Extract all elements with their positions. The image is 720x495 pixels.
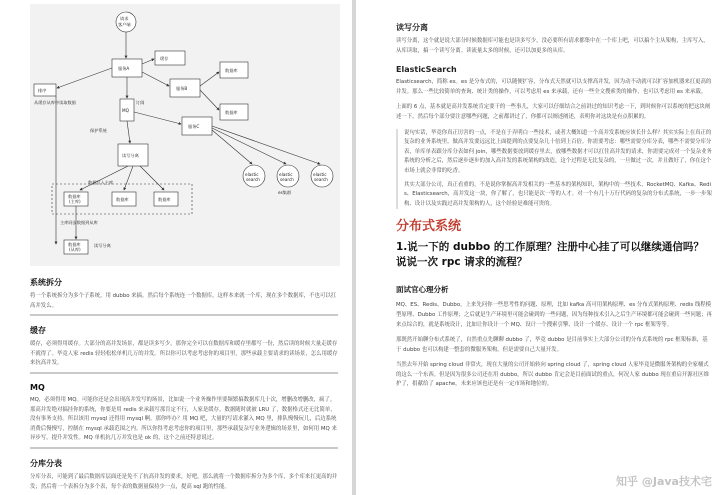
chapter-title: 分布式系统 — [396, 219, 462, 235]
diagram-label-mq: MQ — [122, 108, 129, 113]
paragraph-experience: 其实大部分公司，真正看重的，不是说你掌握高并发相关的一些基本的架构知识，架构中的一些技术，RocketMQ、Kafka、Redis、Elasticsearch，高并发这一块，你了解了，也只能是次一等的人才。对一个有几十万行代码的复杂的分布式系统，一步一步架构、设计以及实践过高并发架构的人，这个经验是难能可贵的。 — [404, 181, 712, 207]
section-text-cache: 缓存，必须得用缓存。大部分的高并发场景，都是读多写少，那你完全可以在数据库和缓存里都写一份，然后读的时候大量走缓存不就得了。毕竟人家 redis 轻轻松松单机几万的并发。所以你可以考虑考虑你的项目里，那些承载主要请求的读场景，怎么用缓存来抗高并发。 — [30, 341, 338, 367]
diagram-label-write: 数据写入主库 — [88, 180, 114, 185]
divider — [30, 314, 338, 316]
divider — [30, 372, 338, 374]
svg-text:elastic: elastic — [279, 172, 293, 177]
paragraph-interviewer: MQ、ES、Redis、Dubbo，上来先问你一些思考性的问题、原理，比如 kafka 高可用架构原理、es 分布式架构原理、redis 线程模型原理、Dubbo 工作原理；之后就是生产环境里可能会碰到的一些问题，因为每种技术引入之后生产环境都可能会碰到一些问题；再来点综合的，就是系统设计，比如让你设计一个 MQ、设计一个搜索引擎、设计一个缓存、设计一个 rpc 框架等等。 — [396, 302, 712, 328]
diagram-label-db4: 数据库 — [158, 197, 171, 202]
diagram-label-client: 请求 — [120, 16, 129, 21]
left-text-column — [30, 268, 338, 492]
section-title-split: 系统拆分 — [30, 278, 62, 287]
section-title-cache: 缓存 — [30, 326, 46, 336]
section-text-es: Elasticsearch，简称 es。es 是分布式的，可以随便扩容，分布式天然就可以支撑高并发，因为动不动就可以扩容加机器来扛更高的并发。那么一些比较简单的查询、统计类的操作，可以考虑用 es 来承载，还有一些全文搜索类的操作，也可以考虑用 es 来承载。 — [396, 79, 712, 95]
diagram-label-subscribe: 订阅 — [136, 100, 145, 105]
diagram-label-svcC: 服务C — [188, 124, 200, 129]
section-text-split: 将一个系统拆分为多个子系统，用 dubbo 来搞。然后每个系统连一个数据库，这样本来就一个库，现在多个数据库，不也可以扛高并发么。 — [30, 293, 337, 309]
paragraph-summary: 上面的 6 点，基本就是高并发系统肯定要干的一些事儿，大家可以仔细结合之前讲过的知识考虑一下，到时候你可以系统的把这块阐述一下，然后每个部分要注意哪些问题，之前都讲过了，你都可以阐述阐述，表明你对这块是有点积累的。 — [396, 104, 711, 120]
diagram-label-ordersvc: 服务A — [118, 66, 130, 71]
divider — [30, 447, 338, 449]
svg-text:数据库: 数据库 — [68, 194, 81, 199]
svg-text:elastic: elastic — [313, 172, 327, 177]
svg-text:search: search — [280, 177, 294, 182]
svg-text:elastic: elastic — [245, 172, 259, 177]
subsection-title: 面试官心理分析 — [396, 285, 449, 295]
quote-box — [396, 129, 712, 210]
section-title-rw-split: 读写分离 — [396, 23, 428, 32]
diagram-label-pull: 从缓存从库中读取数据 — [34, 100, 76, 105]
section-title-es: ElasticSearch — [396, 65, 457, 75]
diagram-label-sort: 排序 — [38, 88, 47, 93]
diagram-label-cache: 缓存 — [160, 56, 169, 61]
svg-text:search: search — [246, 177, 260, 182]
diagram-label-split: 读写分离 — [122, 153, 139, 158]
page-right — [356, 0, 720, 495]
paragraph-dubbo: 那既然开始聊分布式系统了，自然重点先聊聊 dubbo 了，毕竟 dubbo 是目前事实上大部分公司的分布式系统的 rpc 框架标准，基于 dubbo 也可以构建一整套的微服务架构。但是需要自己大量开发。 — [396, 337, 708, 353]
section-title-sharding: 分库分表 — [30, 458, 62, 468]
diagram-label-db3: 数据库 — [116, 197, 129, 202]
section-text-mq: MQ，必须得用 MQ。可能你还是会出现高并发写的场景，比如说一个业务操作里要频繁搞数据库几十次，增删改增删改，疯了。那高并发绝对搞挂你的系统，你要是用 redis 来承载写那肯定不行，人家是缓存，数据随时就被 LRU 了，数据格式还无比简单，没有事务支持。所以该用 mysql 还得用 mysql 啊。那你咋办？用 MQ 吧，大量的写请求灌入 MQ 里，排队慢慢玩儿，后边系统消费后慢慢写，控制在 mysql 承载范围之内。所以你得考虑考虑你的项目里，那些承载复杂写业务逻辑的场景里，如何用 MQ 来异步写，提升并发性。MQ 单机抗几万并发也是 ok 的，这个之前还特意说过。 — [30, 396, 337, 442]
diagram-label-sync: 主库同步数据到从库 — [60, 220, 98, 225]
watermark: 知乎 @Java技术宅 — [616, 475, 712, 488]
section-title-mq: MQ — [30, 382, 45, 392]
diagram-label-db1: 数据库 — [225, 68, 238, 73]
svg-text:(主库): (主库) — [69, 199, 81, 204]
svg-text:(从库): (从库) — [69, 247, 81, 252]
svg-text:客户端: 客户端 — [118, 22, 131, 27]
paragraph-spring-cloud: 当然去年开始 spring cloud 非常火，现在大量的公司开始转向 spring cloud 了，spring cloud 人家毕竟是微服务架构的全家桶式的这么一个东西。但是因为很多公司还在用 dubbo，所以 dubbo 肯定会是目前面试的重点，何况人家 dubbo 现在重启开源社区维护了，捐献给了 apache，未来应该也还是有一定市场和地位的。 — [396, 362, 709, 388]
svg-text:数据库: 数据库 — [68, 242, 81, 247]
section-text-rw-split: 读写分离，这个就是说大部分时候数据库可能也是读多写少，没必要所有请求都集中在一个库上吧，可以搞个主从架构，主库写入，从库读取，搞一个读写分离。读流量太多的时候，还可以加更多的从库。 — [396, 38, 709, 54]
svg-text:search: search — [314, 177, 328, 182]
architecture-diagram-svg — [30, 4, 340, 266]
architecture-diagram — [30, 4, 340, 266]
diagram-label-db2: 数据库 — [225, 110, 238, 115]
diagram-label-readsplit: 读写分离 — [94, 243, 111, 248]
diagram-label-protect: 保护系统 — [90, 128, 107, 133]
paragraph-opinion: 说句实话，毕竟你真正厉害的一点，不是在于弄明白一些技术，或者大概知道一个高并发系统应该长什么样？其实实际上在真正的复杂的业务系统里，做高并发要远远比上面提到的点要复杂几十倍到上百倍。你需要考虑：哪些需要分库分表，哪些不需要分库分表，单库单表跟分库分表如何 join，哪些数据要放到缓存里去，放哪些数据才可以扛住高并发的请求，你需要完成对一个复杂业务系统的分析之后，然后逐步逐步的加入高并发的系统架构的改造，这个过程是无比复杂的，一旦做过一次，并且做好了，你在这个市场上就会非常的吃香。 — [404, 129, 712, 174]
right-text-column — [396, 22, 712, 390]
diagram-label-svcB: 服务B — [176, 86, 188, 91]
page-left — [0, 0, 352, 495]
section-text-sharding: 分库分表，可能到了最后数据库层面还是免不了抗高并发的要求，好吧，那么就将一个数据库拆分为多个库，多个库来扛更高的并发；然后将一个表拆分为多个表，每个表的数据量保持少一点，提高 sql 跑的性能。 — [30, 473, 338, 490]
diagram-label-es_cluster: es集群 — [278, 190, 292, 195]
question-title: 1.说一下的 dubbo 的工作原理？注册中心挂了可以继续通信吗？说说一次 rpc 请求的流程？ — [396, 241, 704, 269]
